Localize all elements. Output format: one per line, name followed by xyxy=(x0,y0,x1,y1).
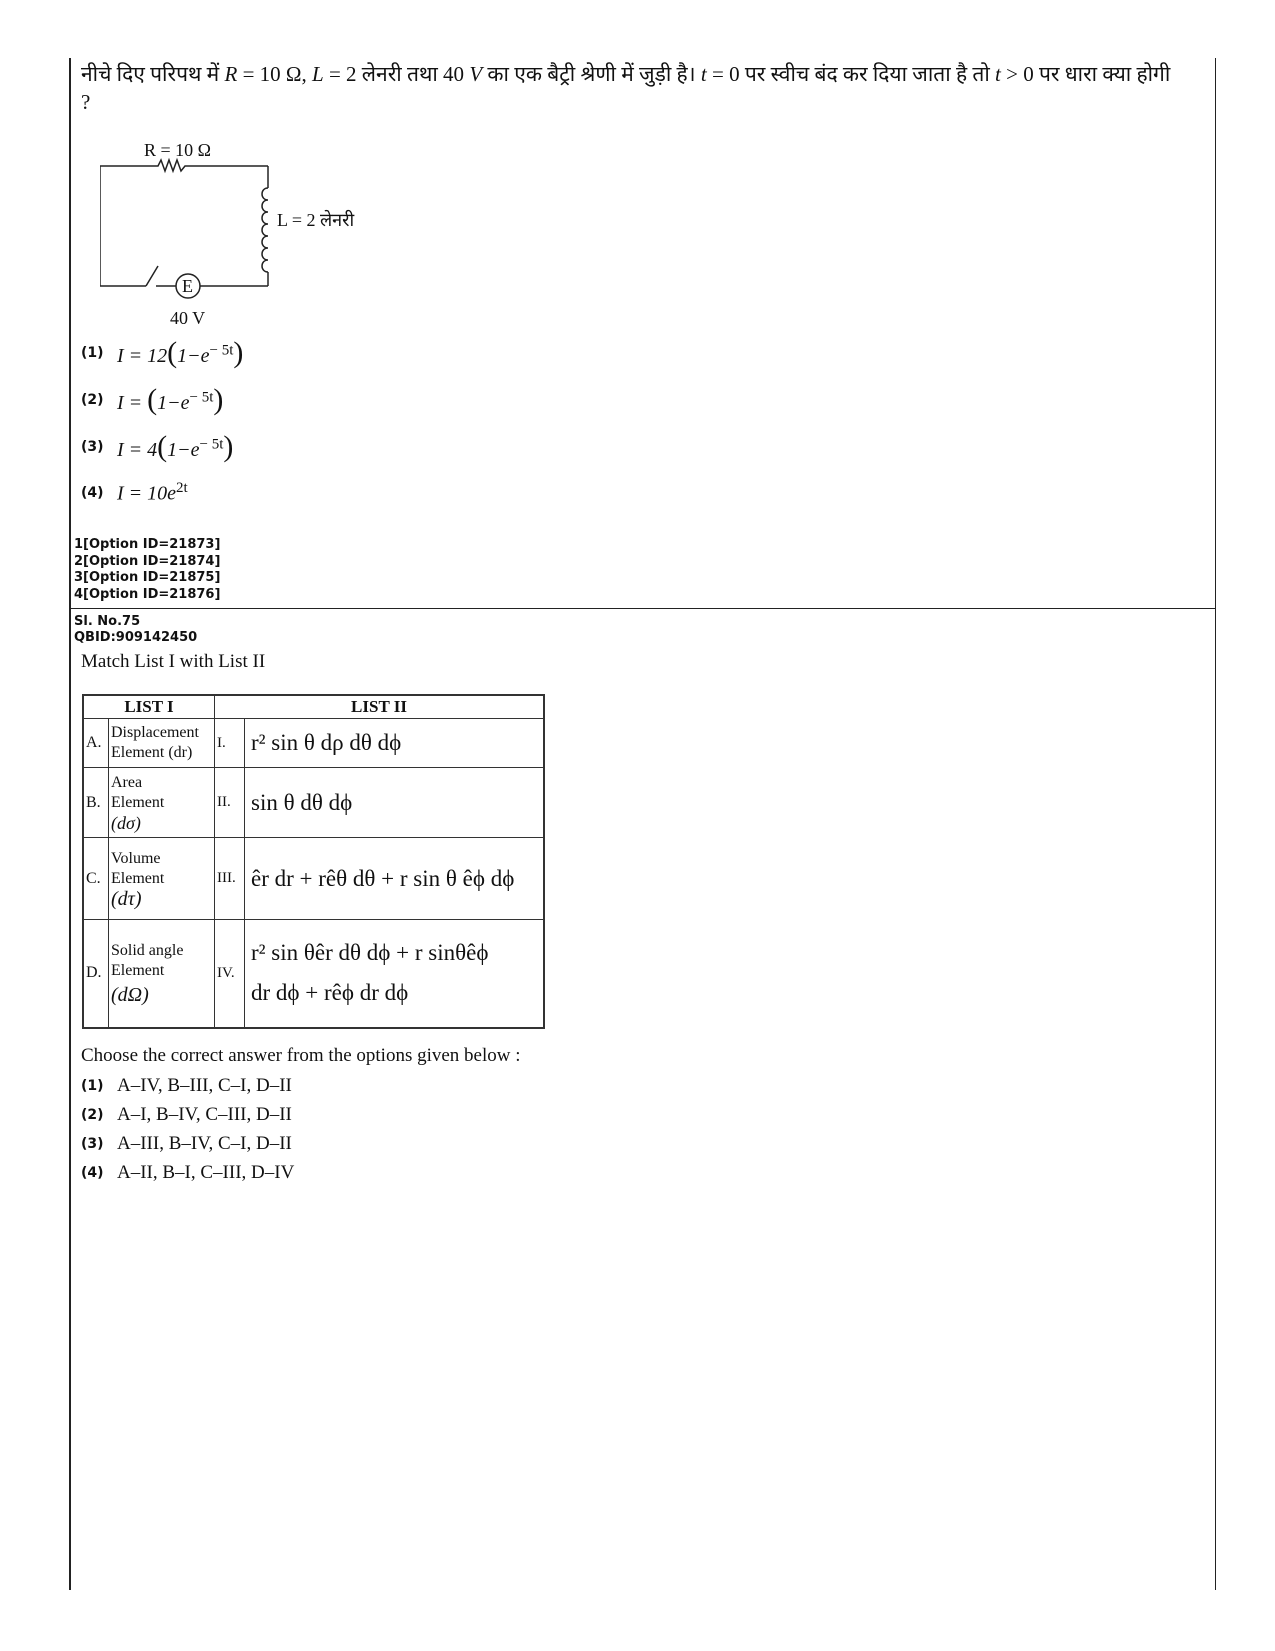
option-expression: $I = 4(1-e^{- 5t})$ xyxy=(117,430,234,463)
source-symbol-label: E xyxy=(182,276,193,296)
list-1-cell: Area Element (dσ) xyxy=(109,768,215,838)
question-title: Match List I with List II xyxy=(81,651,266,672)
option-expression: $I = (1-e^{- 5t})$ xyxy=(117,383,224,416)
option-id-list xyxy=(74,537,220,603)
table-header-row xyxy=(83,695,544,719)
table-row xyxy=(83,719,544,768)
list-2-cell: sin θ dθ dϕ xyxy=(245,768,545,838)
option-expression: $I = 10e^{2t}$ xyxy=(117,480,188,505)
row-letter: D. xyxy=(83,920,109,1028)
option-4[interactable] xyxy=(81,480,188,506)
row-roman: IV. xyxy=(215,920,245,1028)
answer-text: A–III, B–IV, C–I, D–II xyxy=(117,1133,292,1154)
instruction-text: Choose the correct answer from the options given below : xyxy=(81,1045,521,1066)
row-roman: I. xyxy=(215,719,245,768)
source-voltage-label: 40 V xyxy=(170,308,206,328)
list-2-header: LIST II xyxy=(215,695,545,719)
row-letter: A. xyxy=(83,719,109,768)
inductor-label: L = 2 लेनरी xyxy=(277,210,355,230)
rl-circuit-diagram xyxy=(100,138,400,333)
answer-number: (3) xyxy=(81,1136,104,1152)
answer-option-3[interactable] xyxy=(81,1133,292,1155)
list-2-cell: r² sin θêr dθ dϕ + r sinθêϕ dr dϕ + rêϕ dr dϕ xyxy=(245,920,545,1028)
option-expression: $I = 12(1-e^{- 5t})$ xyxy=(117,336,244,369)
question-text: नीचे दिए परिपथ में R = 10 Ω, L = 2 लेनरी तथा 40 V का एक बैट्री श्रेणी में जुड़ी है। t = 0 पर स्वीच बंद कर दिया जाता है तो t > 0 पर धारा क्या होगी ? xyxy=(81,62,1171,114)
question-divider xyxy=(69,608,1216,609)
inductor-symbol xyxy=(262,188,268,272)
option-number: (4) xyxy=(81,484,104,501)
row-letter: C. xyxy=(83,838,109,920)
qbid: QBID:909142450 xyxy=(74,630,198,645)
list-1-cell: Displacement Element (dr) xyxy=(109,719,215,768)
answer-text: A–IV, B–III, C–I, D–II xyxy=(117,1075,292,1096)
row-roman: III. xyxy=(215,838,245,920)
option-2[interactable] xyxy=(81,385,223,415)
list-1-cell: Volume Element (dτ) xyxy=(109,838,215,920)
page-right-border xyxy=(1215,58,1216,1590)
answer-option-1[interactable] xyxy=(81,1075,292,1097)
table-row xyxy=(83,920,544,1028)
row-letter: B. xyxy=(83,768,109,838)
table-row xyxy=(83,838,544,920)
answer-text: A–I, B–IV, C–III, D–II xyxy=(117,1104,292,1125)
option-number: (2) xyxy=(81,392,104,408)
answer-number: (1) xyxy=(81,1078,104,1094)
list-2-cell: êr dr + rêθ dθ + r sin θ êϕ dϕ xyxy=(245,838,545,920)
resistor-label: R = 10 Ω xyxy=(144,140,212,160)
question-meta xyxy=(74,614,197,646)
answer-option-2[interactable] xyxy=(81,1104,292,1126)
option-number: (3) xyxy=(81,439,104,455)
answer-number: (4) xyxy=(81,1165,104,1181)
option-3[interactable] xyxy=(81,432,233,462)
match-table xyxy=(82,694,545,1029)
answer-option-4[interactable] xyxy=(81,1162,294,1184)
option-id: 3[Option ID=21875] xyxy=(74,570,221,585)
row-roman: II. xyxy=(215,768,245,838)
option-1[interactable] xyxy=(81,338,243,368)
option-id: 1[Option ID=21873] xyxy=(74,537,221,552)
switch-symbol xyxy=(146,266,158,286)
list-1-header: LIST I xyxy=(83,695,215,719)
table-row xyxy=(83,768,544,838)
resistor-symbol xyxy=(100,160,268,171)
serial-number: Sl. No.75 xyxy=(74,614,141,629)
option-id: 2[Option ID=21874] xyxy=(74,553,221,569)
answer-number: (2) xyxy=(81,1107,104,1123)
option-id: 4[Option ID=21876] xyxy=(74,586,221,602)
list-1-cell: Solid angle Element (dΩ) xyxy=(109,920,215,1028)
list-2-cell: r² sin θ dρ dθ dϕ xyxy=(245,719,545,768)
page-left-border xyxy=(69,58,71,1590)
option-number: (1) xyxy=(81,345,104,361)
answer-text: A–II, B–I, C–III, D–IV xyxy=(117,1162,295,1183)
